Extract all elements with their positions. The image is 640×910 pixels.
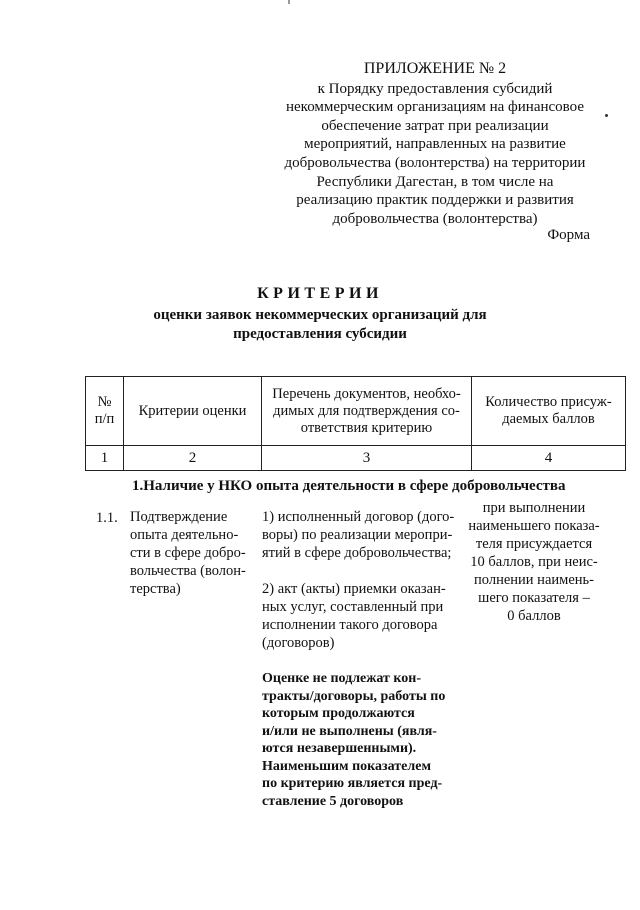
header-cell-criteria: [124, 377, 262, 446]
appendix-line: обеспечение затрат при реализации: [321, 117, 549, 134]
note-line: тракты/договоры, работы по: [262, 688, 446, 704]
note-line: ются незавершенными).: [262, 741, 417, 756]
document-entry-2: [262, 580, 464, 652]
document-line: (договоров): [262, 635, 335, 651]
appendix-title: ПРИЛОЖЕНИЕ № 2: [363, 60, 507, 77]
score-line: теля присуждается: [475, 536, 593, 552]
note-line: которым продолжаются: [262, 706, 415, 721]
criterion-line: терства): [130, 581, 181, 597]
item-criterion: [130, 508, 254, 598]
header-text: даемых баллов: [502, 411, 595, 427]
header-cell-points: [472, 377, 626, 446]
header-cell-documents: [262, 377, 472, 446]
title-main: КРИТЕРИИ: [257, 285, 383, 302]
header-text: Критерии оценки: [138, 402, 247, 419]
column-number: 4: [472, 446, 626, 471]
section-title: 1.Наличие у НКО опыта деятельности в сфере добровольчества: [132, 478, 566, 494]
document-entry-1: [262, 508, 464, 562]
header-text: Перечень документов, необхо-: [272, 385, 461, 402]
title-line: оценки заявок некоммерческих организаций для: [153, 307, 487, 323]
document-line: 2) акт (акты) приемки оказан-: [262, 581, 446, 597]
score-line: 10 баллов, при неис-: [470, 554, 598, 570]
scan-speck: [605, 114, 608, 117]
header-text: димых для подтверждения со-: [273, 402, 460, 419]
table-header-row: [86, 377, 626, 446]
criteria-table: [85, 376, 626, 471]
criterion-line: Подтверждение: [130, 509, 228, 525]
appendix-header: [270, 60, 600, 228]
score-line: полнении наимень-: [474, 572, 594, 588]
score-line: наименьшего показа-: [468, 518, 600, 534]
scan-mark: [288, 0, 290, 4]
column-number: 2: [124, 446, 262, 471]
appendix-line: Республики Дагестан, в том числе на: [316, 173, 554, 190]
criterion-line: опыта деятельно-: [130, 527, 239, 543]
item-documents: [262, 508, 464, 810]
table-column-number-row: [86, 446, 626, 471]
appendix-line: некоммерческим организациям на финансовое: [285, 99, 584, 116]
document-line: исполнении такого договора: [262, 617, 438, 633]
header-text: ответствия критерию: [300, 419, 433, 436]
score-line: 0 баллов: [507, 608, 561, 624]
score-line: шего показателя –: [478, 590, 590, 606]
title-line: предоставления субсидии: [233, 326, 407, 342]
note-line: Наименьшим показателем: [262, 758, 431, 774]
document-title: [140, 285, 500, 344]
note-line: ставление 5 договоров: [262, 793, 404, 809]
document-line: воры) по реализации меропри-: [262, 527, 453, 543]
item-score: [464, 499, 604, 625]
appendix-line: к Порядку предоставления субсидий: [317, 80, 553, 97]
score-line: при выполнении: [482, 500, 586, 516]
appendix-line: мероприятий, направленных на развитие: [304, 136, 566, 153]
evaluation-note: [262, 670, 464, 810]
appendix-line: реализацию практик поддержки и развития: [296, 192, 574, 209]
note-line: по критерию является пред-: [262, 776, 443, 791]
criterion-line: сти в сфере добро-: [130, 545, 246, 561]
column-number: 1: [86, 446, 124, 471]
header-text: п/п: [94, 411, 115, 427]
document-line: ных услуг, составленный при: [262, 599, 444, 615]
criterion-line: вольчества (волон-: [130, 563, 246, 579]
header-text: №: [97, 394, 112, 410]
document-line: ятий в сфере добровольчества;: [262, 545, 452, 561]
form-label: Форма: [547, 227, 590, 243]
appendix-line: добровольчества (волонтерства) на территории: [284, 154, 586, 171]
appendix-line: добровольчества (волонтерства): [332, 210, 538, 227]
document-line: 1) исполненный договор (дого-: [262, 509, 455, 525]
note-line: Оценке не подлежат кон-: [262, 671, 422, 686]
note-line: и/или не выполнены (явля-: [262, 723, 437, 739]
header-cell-number: [86, 377, 124, 446]
column-number: 3: [262, 446, 472, 471]
header-text: Количество присуж-: [485, 394, 612, 410]
item-number: 1.1.: [96, 510, 118, 526]
